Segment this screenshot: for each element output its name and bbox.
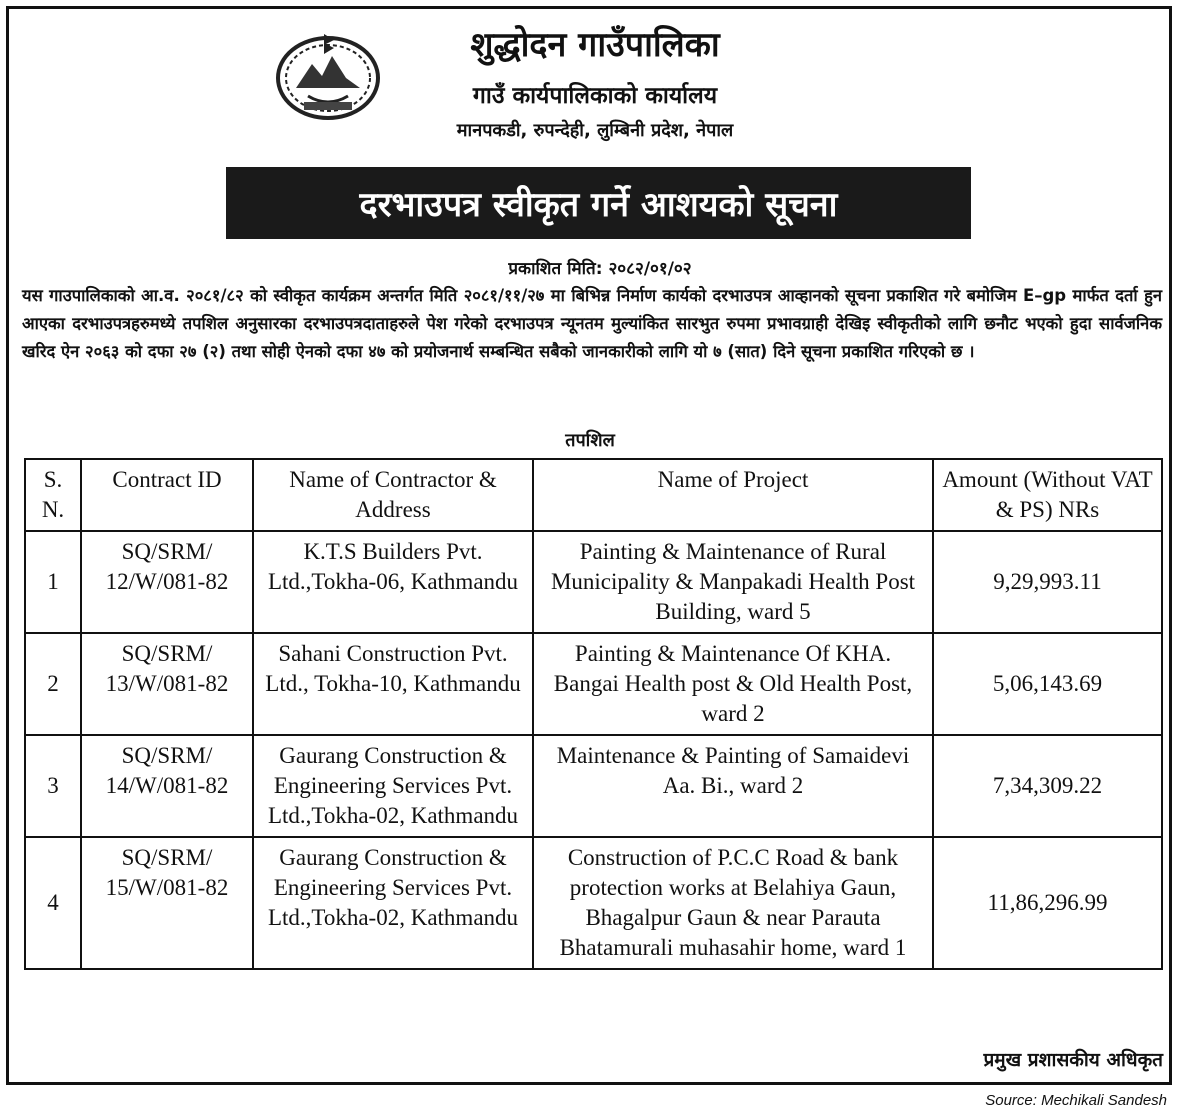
cell-contractor: Sahani Construction Pvt. Ltd., Tokha-10, Kathmandu xyxy=(253,633,533,735)
published-date: प्रकाशित मिति: २०८२/०१/०२ xyxy=(508,259,692,279)
header-amount: Amount (Without VAT & PS) NRs xyxy=(933,459,1162,531)
cell-sn: 3 xyxy=(25,735,81,837)
cell-amount: 11,86,296.99 xyxy=(933,837,1162,969)
cell-contract-id: SQ/SRM/ 13/W/081-82 xyxy=(81,633,253,735)
table-row xyxy=(25,633,1162,735)
notice-body: यस गाउपालिकाको आ.व. २०८१/८२ को स्वीकृत कार्यक्रम अन्तर्गत मिति २०८१/११/२७ मा बिभिन्न निर्माण कार्यको दरभाउपत्र आव्हानको सूचना प्रकाशित गरे बमोजिम E–gp मार्फत दर्ता हुन आएका दरभाउपत्रहरुमध्ये तपशिल अनुसारका दरभाउपत्रदाताहरुले पेश गरेको दरभाउपत्र न्यूनतम मुल्यांकित सारभुत रुपमा प्रभावग्राही देखिइ स्वीकृतीको लागि छनौट भएको हुदा सार्वजनिक खरिद ऐन २०६३ को दफा २७ (२) तथा सोही ऐनको दफा ४७ को प्रयोजनार्थ सम्बन्धित सबैको जानकारीको लागि यो ७ (सात) दिने सूचना प्रकाशित गरिएको छ । xyxy=(22,286,1162,361)
office-name: गाउँ कार्यपालिकाको कार्यालय xyxy=(472,83,718,109)
schedule-label: तपशिल xyxy=(565,430,615,451)
office-address: मानपकडी, रुपन्देही, लुम्बिनी प्रदेश, नेपाल xyxy=(456,120,734,141)
source-credit: Source: Mechikali Sandesh xyxy=(985,1092,1167,1109)
cell-contract-id: SQ/SRM/ 15/W/081-82 xyxy=(81,837,253,969)
cell-project: Maintenance & Painting of Samaidevi Aa. Bi., ward 2 xyxy=(533,735,933,837)
table-row xyxy=(25,531,1162,633)
cell-sn: 1 xyxy=(25,531,81,633)
cell-contractor: Gaurang Construction & Engineering Services Pvt. Ltd.,Tokha-02, Kathmandu xyxy=(253,837,533,969)
header-sn: S. N. xyxy=(25,459,81,531)
signatory-title: प्रमुख प्रशासकीय अधिकृत xyxy=(983,1049,1163,1071)
notice-title-banner xyxy=(226,167,971,239)
municipality-title: शुद्धोदन गाउँपालिका xyxy=(470,25,720,65)
nepal-government-emblem-icon xyxy=(274,26,382,122)
notice-title: दरभाउपत्र स्वीकृत गर्ने आशयको सूचना xyxy=(359,185,838,225)
cell-contractor: Gaurang Construction & Engineering Services Pvt. Ltd.,Tokha-02, Kathmandu xyxy=(253,735,533,837)
header-contractor: Name of Contractor & Address xyxy=(253,459,533,531)
table-header-row xyxy=(25,459,1162,531)
cell-project: Painting & Maintenance Of KHA. Bangai Health post & Old Health Post, ward 2 xyxy=(533,633,933,735)
cell-project: Painting & Maintenance of Rural Municipality & Manpakadi Health Post Building, ward 5 xyxy=(533,531,933,633)
cell-contract-id: SQ/SRM/ 12/W/081-82 xyxy=(81,531,253,633)
cell-contractor: K.T.S Builders Pvt. Ltd.,Tokha-06, Kathmandu xyxy=(253,531,533,633)
cell-contract-id: SQ/SRM/ 14/W/081-82 xyxy=(81,735,253,837)
cell-sn: 4 xyxy=(25,837,81,969)
cell-amount: 5,06,143.69 xyxy=(933,633,1162,735)
award-table xyxy=(24,458,1163,970)
header-contract-id: Contract ID xyxy=(81,459,253,531)
cell-project: Construction of P.C.C Road & bank protection works at Belahiya Gaun, Bhagalpur Gaun & near Parauta Bhatamurali muhasahir home, ward 1 xyxy=(533,837,933,969)
header-project: Name of Project xyxy=(533,459,933,531)
table-row xyxy=(25,837,1162,969)
cell-amount: 7,34,309.22 xyxy=(933,735,1162,837)
table-row xyxy=(25,735,1162,837)
cell-amount: 9,29,993.11 xyxy=(933,531,1162,633)
cell-sn: 2 xyxy=(25,633,81,735)
